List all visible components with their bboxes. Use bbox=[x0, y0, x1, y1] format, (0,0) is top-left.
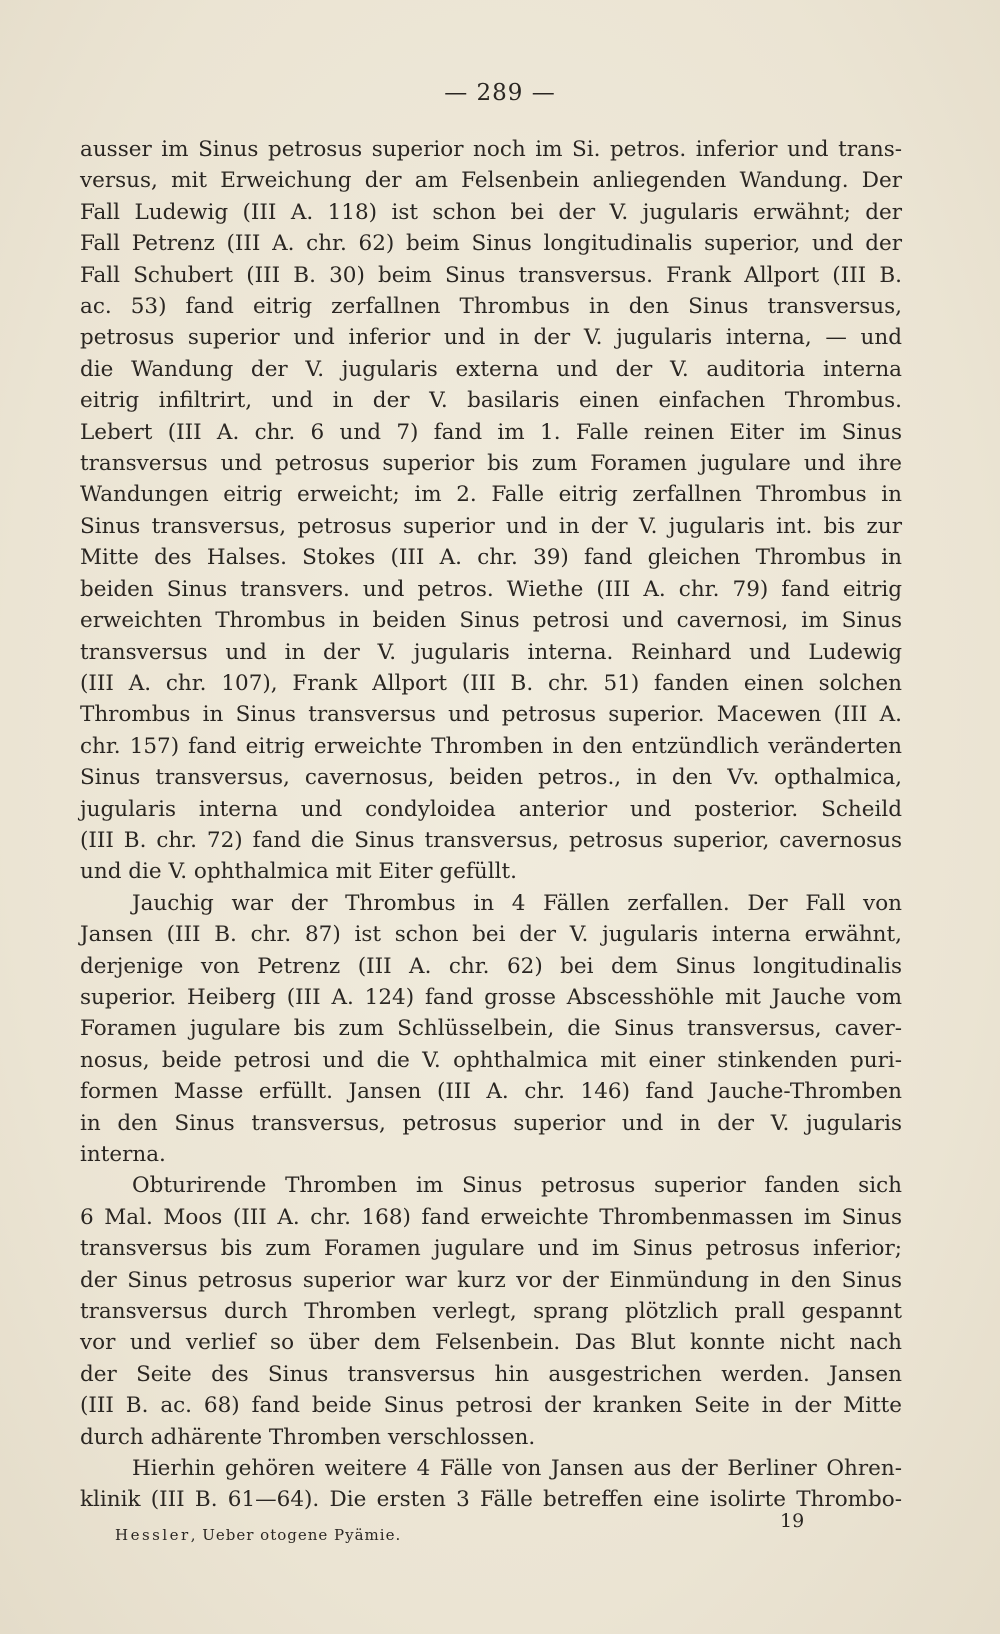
text-line: formen Masse erfüllt. Jansen (III A. chr. 146) fand Jauche-Thromben bbox=[80, 1079, 902, 1105]
text-line: Lebert (III A. chr. 6 und 7) fand im 1. Falle reinen Eiter im Sinus bbox=[80, 419, 902, 445]
signature-mark: 19 bbox=[780, 1510, 805, 1532]
text-line: transversus und in der V. jugularis interna. Reinhard und Ludewig bbox=[80, 639, 902, 665]
text-line: ac. 53) fand eitrig zerfallnen Thrombus in den Sinus transversus, bbox=[80, 294, 902, 320]
text-line: Sinus transversus, cavernosus, beiden petros., in den Vv. opthalmica, bbox=[80, 765, 902, 791]
text-line: Jansen (III B. chr. 87) ist schon bei der V. jugularis interna erwähnt, bbox=[80, 922, 902, 948]
text-line: Foramen jugulare bis zum Schlüsselbein, die Sinus transversus, caver- bbox=[80, 1016, 902, 1042]
text-line: Wandungen eitrig erweicht; im 2. Falle eitrig zerfallnen Thrombus in bbox=[80, 482, 902, 508]
text-line: und die V. ophthalmica mit Eiter gefüllt. bbox=[80, 859, 517, 885]
page-number-header: — 289 — bbox=[444, 80, 556, 106]
text-line: vor und verlief so über dem Felsenbein. Das Blut konnte nicht nach bbox=[80, 1330, 902, 1356]
text-line: der Seite des Sinus transversus hin ausgestrichen werden. Jansen bbox=[80, 1361, 902, 1387]
footer-title: , Ueber otogene Pyämie. bbox=[190, 1526, 402, 1544]
text-line: Fall Ludewig (III A. 118) ist schon bei der V. jugularis erwähnt; der bbox=[80, 199, 902, 225]
text-line: superior. Heiberg (III A. 124) fand grosse Abscesshöhle mit Jauche vom bbox=[80, 984, 902, 1010]
text-line: transversus durch Thromben verlegt, sprang plötzlich prall gespannt bbox=[80, 1299, 902, 1325]
text-line: (III A. chr. 107), Frank Allport (III B. chr. 51) fanden einen solchen bbox=[80, 670, 902, 696]
text-line: Jauchig war der Thrombus in 4 Fällen zerfallen. Der Fall von bbox=[132, 890, 902, 916]
text-line: jugularis interna und condyloidea anterior und posterior. Scheild bbox=[80, 796, 902, 822]
text-line: Hierhin gehören weitere 4 Fälle von Jansen aus der Berliner Ohren- bbox=[132, 1456, 902, 1482]
text-line: Sinus transversus, petrosus superior und in der V. jugularis int. bis zur bbox=[80, 513, 902, 539]
text-line: (III B. chr. 72) fand die Sinus transversus, petrosus superior, cavernosus bbox=[80, 827, 902, 853]
footer-imprint bbox=[115, 1526, 401, 1544]
text-line: die Wandung der V. jugularis externa und der V. auditoria interna bbox=[80, 356, 902, 382]
text-line: in den Sinus transversus, petrosus superior und in der V. jugularis bbox=[80, 1110, 902, 1136]
text-line: chr. 157) fand eitrig erweichte Thromben in den entzündlich veränderten bbox=[80, 733, 902, 759]
body-text bbox=[80, 134, 902, 1516]
text-line: der Sinus petrosus superior war kurz vor der Einmündung in den Sinus bbox=[80, 1267, 902, 1293]
text-line: klinik (III B. 61—64). Die ersten 3 Fälle betreffen eine isolirte Thrombo- bbox=[80, 1487, 902, 1513]
text-line: derjenige von Petrenz (III A. chr. 62) bei dem Sinus longitudinalis bbox=[80, 953, 902, 979]
text-line: Thrombus in Sinus transversus und petrosus superior. Macewen (III A. bbox=[80, 702, 902, 728]
text-line: ausser im Sinus petrosus superior noch im Si. petros. inferior und trans- bbox=[80, 137, 902, 162]
footer-author: Hessler bbox=[115, 1526, 191, 1544]
text-line: Fall Schubert (III B. 30) beim Sinus transversus. Frank Allport (III B. bbox=[80, 262, 902, 288]
text-line: transversus und petrosus superior bis zum Foramen jugulare und ihre bbox=[80, 451, 902, 477]
text-line: 6 Mal. Moos (III A. chr. 168) fand erweichte Thrombenmassen im Sinus bbox=[80, 1204, 902, 1230]
text-line: Obturirende Thromben im Sinus petrosus superior fanden sich bbox=[132, 1173, 902, 1199]
text-line: transversus bis zum Foramen jugulare und im Sinus petrosus inferior; bbox=[80, 1236, 902, 1262]
text-line: eitrig infiltrirt, und in der V. basilaris einen einfachen Thrombus. bbox=[80, 388, 902, 414]
text-line: beiden Sinus transvers. und petros. Wiethe (III A. chr. 79) fand eitrig bbox=[80, 576, 902, 602]
text-line: durch adhärente Thromben verschlossen. bbox=[80, 1424, 536, 1450]
text-line: nosus, beide petrosi und die V. ophthalmica mit einer stinkenden puri- bbox=[80, 1047, 902, 1073]
text-line: (III B. ac. 68) fand beide Sinus petrosi der kranken Seite in der Mitte bbox=[80, 1393, 902, 1419]
text-line: versus, mit Erweichung der am Felsenbein anliegenden Wandung. Der bbox=[80, 168, 902, 194]
text-line: Fall Petrenz (III A. chr. 62) beim Sinus longitudinalis superior, und der bbox=[80, 231, 902, 257]
text-line: petrosus superior und inferior und in der V. jugularis interna, — und bbox=[80, 325, 902, 351]
text-line: interna. bbox=[80, 1142, 166, 1167]
text-line: erweichten Thrombus in beiden Sinus petrosi und cavernosi, im Sinus bbox=[80, 608, 902, 634]
text-line: Mitte des Halses. Stokes (III A. chr. 39) fand gleichen Thrombus in bbox=[80, 545, 902, 571]
